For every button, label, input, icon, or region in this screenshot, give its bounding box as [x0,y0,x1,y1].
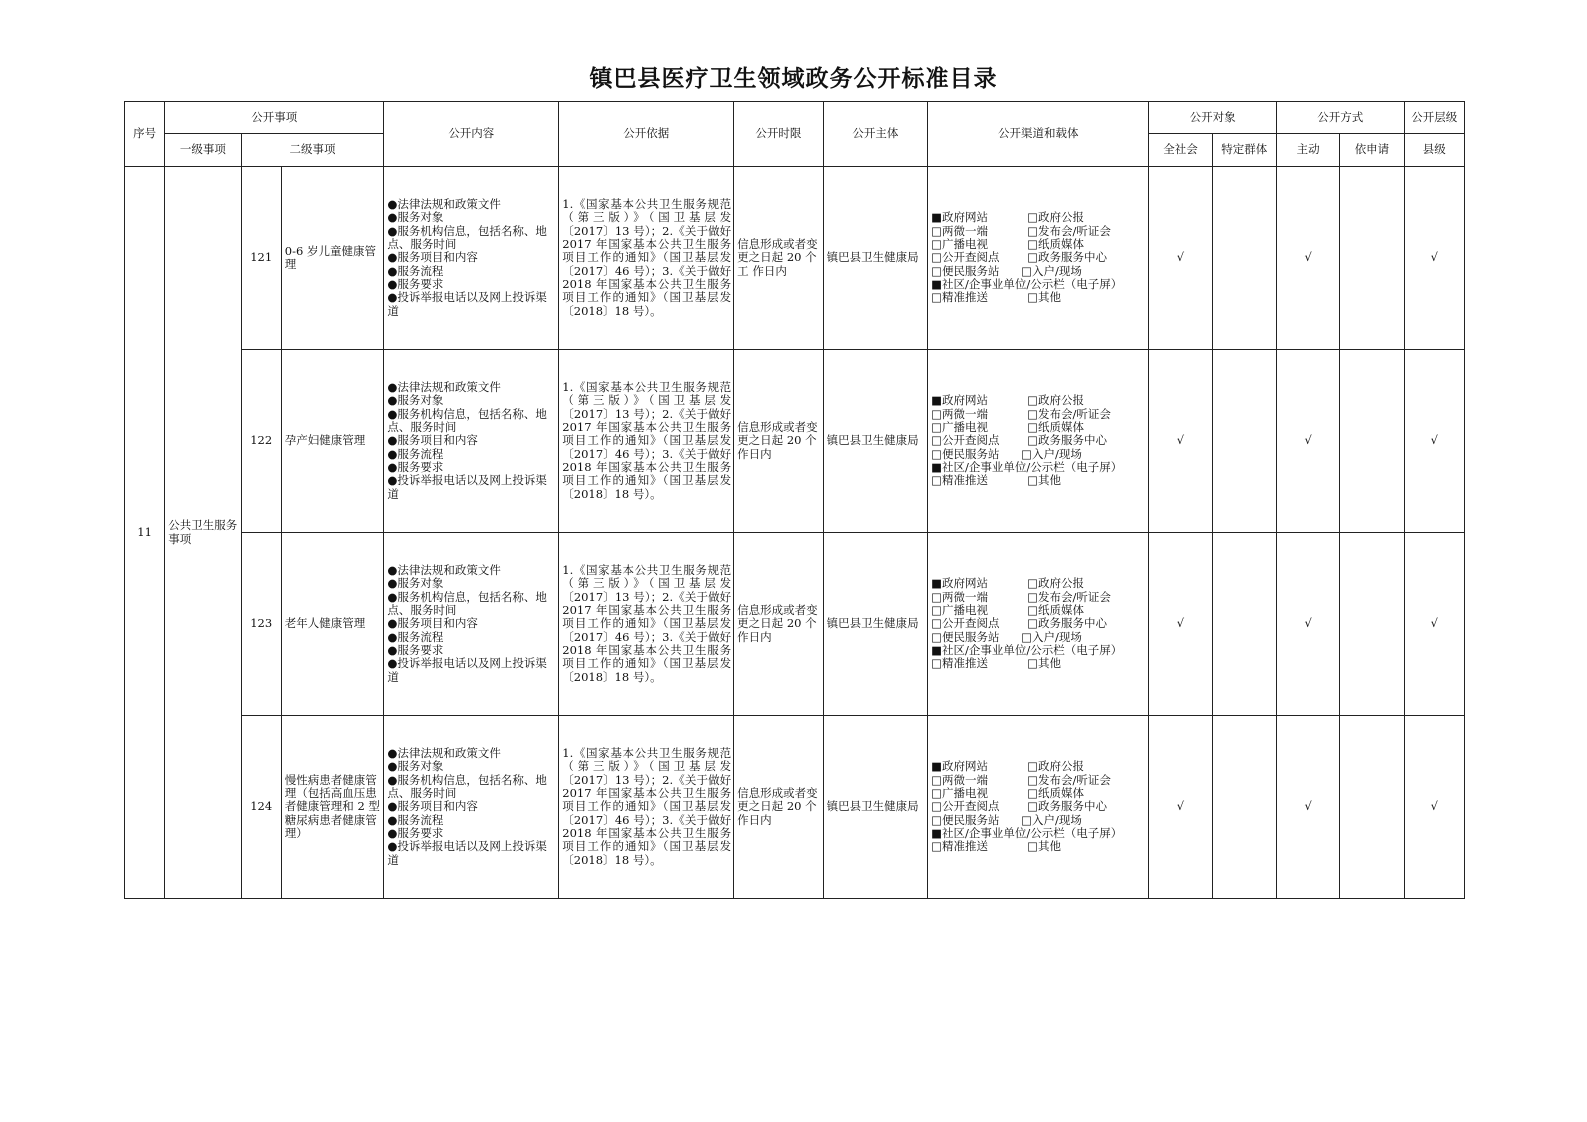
content-item: ●服务项目和内容 [387,616,478,631]
channel-line [931,591,1146,604]
check-on-request [1340,716,1404,899]
channel-option: □政务服务中心 [1027,799,1108,814]
channel-line [931,251,1146,264]
row-subject: 镇巴县卫生健康局 [823,167,928,350]
check-all-society: √ [1149,533,1212,716]
check-all-society: √ [1149,716,1212,899]
channel-option: □其他 [1027,839,1062,854]
check-specific-group [1212,716,1276,899]
channel-line [931,657,1146,670]
channel-option: □广播电视 [931,603,989,618]
content-item: ●服务机构信息，包括名称、地点、服务时间 [387,406,547,435]
row-content [384,533,559,716]
channel-option: □广播电视 [931,420,989,435]
row-number: 123 [241,533,281,716]
header-subject: 公开主体 [823,102,928,167]
row-number: 121 [241,167,281,350]
channel-line [931,577,1146,590]
row-subject: 镇巴县卫生健康局 [823,716,928,899]
channel-line [931,474,1146,487]
channel-option: □两微一端 [931,406,989,421]
channel-option: □政府公报 [1027,393,1085,408]
channel-option: □政务服务中心 [1027,250,1108,265]
channel-option: □广播电视 [931,237,989,252]
check-county: √ [1404,350,1464,533]
channel-option: ■社区/企事业单位/公示栏（电子屏） [931,459,1123,474]
content-item: ●服务要求 [387,642,444,657]
content-item: ●服务要求 [387,825,444,840]
channel-option: ■政府网站 [931,759,989,774]
row-content [384,716,559,899]
row-time-limit: 信息形成或者变更之日起 20 个作日内 [734,533,823,716]
content-item: ●法律法规和政策文件 [387,746,501,761]
channel-option: □精准推送 [931,839,989,854]
header-specific-group: 特定群体 [1212,134,1276,167]
channel-line [931,238,1146,251]
channel-option: □两微一端 [931,772,989,787]
check-active: √ [1276,167,1339,350]
channel-option: □纸质媒体 [1027,603,1085,618]
channel-option: □公开查阅点 [931,250,1000,265]
channel-option: □入户/现场 [1021,812,1082,827]
header-on-request: 依申请 [1340,134,1404,167]
channel-option: □政务服务中心 [1027,433,1108,448]
channel-option: □政府公报 [1027,759,1085,774]
channel-option: □入户/现场 [1021,263,1082,278]
channel-option: ■政府网站 [931,210,989,225]
content-item: ●服务对象 [387,759,444,774]
channel-option: □纸质媒体 [1027,420,1085,435]
row-content [384,167,559,350]
row-time-limit: 信息形成或者变更之日起 20 个作日内 [734,716,823,899]
channel-line [931,448,1146,461]
content-item: ●投诉举报电话以及网上投诉渠道 [387,473,547,501]
channel-line [931,278,1146,291]
channel-option: □纸质媒体 [1027,237,1085,252]
content-item: ●服务对象 [387,576,444,591]
content-item: ●服务项目和内容 [387,799,478,814]
content-item: ●服务机构信息，包括名称、地点、服务时间 [387,223,547,252]
header-county: 县级 [1404,134,1464,167]
channel-option: □广播电视 [931,786,989,801]
channel-line [931,774,1146,787]
row-basis: 1.《国家基本公共卫生服务规范（第三版）》（国卫基层发〔2017〕13 号）；2.《关于做好 2017 年国家基本公共卫生服务项目工作的通知》（国卫基层发〔2017〕46 号）；3.《关于做好 2018 年国家基本公共卫生服务项目工作的通知》（国卫基层发〔2018〕18 号）。 [559,167,734,350]
channel-option: □政府公报 [1027,210,1085,225]
channel-option: ■社区/企事业单位/公示栏（电子屏） [931,642,1123,657]
content-item: ●投诉举报电话以及网上投诉渠道 [387,656,547,684]
header-target: 公开对象 [1149,102,1277,134]
header-level2: 二级事项 [241,134,384,167]
channel-option: □公开查阅点 [931,616,1000,631]
check-on-request [1340,167,1404,350]
channel-option: □发布会/听证会 [1027,589,1111,604]
content-item: ●服务流程 [387,629,444,644]
channel-line [931,394,1146,407]
content-item: ●投诉举报电话以及网上投诉渠道 [387,290,547,318]
content-item: ●服务流程 [387,446,444,461]
channel-option: □公开查阅点 [931,799,1000,814]
content-item: ●投诉举报电话以及网上投诉渠道 [387,839,547,867]
channel-line [931,604,1146,617]
check-specific-group [1212,167,1276,350]
channel-option: □政务服务中心 [1027,616,1108,631]
content-item: ●服务对象 [387,393,444,408]
channel-line [931,408,1146,421]
channel-line [931,617,1146,630]
channel-option: ■政府网站 [931,393,989,408]
channel-line [931,225,1146,238]
table-row [125,716,1465,899]
header-basis: 公开依据 [559,102,734,167]
row-item-name: 老年人健康管理 [281,533,384,716]
channel-option: □公开查阅点 [931,433,1000,448]
channel-line [931,265,1146,278]
channel-line [931,760,1146,773]
header-mode: 公开方式 [1276,102,1404,134]
header-level1: 一级事项 [165,134,241,167]
row-content [384,350,559,533]
header-seq: 序号 [125,102,165,167]
check-active: √ [1276,716,1339,899]
channel-option: □发布会/听证会 [1027,223,1111,238]
channel-option: □发布会/听证会 [1027,406,1111,421]
channel-option: □纸质媒体 [1027,786,1085,801]
row-number: 124 [241,716,281,899]
row-basis: 1.《国家基本公共卫生服务规范（第三版）》（国卫基层发〔2017〕13 号）；2.《关于做好 2017 年国家基本公共卫生服务项目工作的通知》（国卫基层发〔2017〕46 号）；3.《关于做好 2018 年国家基本公共卫生服务项目工作的通知》（国卫基层发〔2018〕18 号）。 [559,350,734,533]
check-on-request [1340,533,1404,716]
channel-option: □精准推送 [931,290,989,305]
channel-option: □精准推送 [931,656,989,671]
channel-option: □便民服务站 [931,812,1000,827]
group-level1: 公共卫生服务事项 [165,167,241,899]
directory-table [124,101,1465,899]
row-channels [928,350,1149,533]
row-item-name: 0-6 岁儿童健康管理 [281,167,384,350]
content-item: ●服务项目和内容 [387,433,478,448]
channel-line [931,434,1146,447]
row-channels [928,167,1149,350]
check-all-society: √ [1149,167,1212,350]
content-item: ●法律法规和政策文件 [387,380,501,395]
row-time-limit: 信息形成或者变更之日起 20 个工 作日内 [734,167,823,350]
channel-option: □便民服务站 [931,629,1000,644]
header-content: 公开内容 [384,102,559,167]
row-item-name: 孕产妇健康管理 [281,350,384,533]
content-item: ●服务对象 [387,210,444,225]
header-tier: 公开层级 [1404,102,1464,134]
content-item: ●法律法规和政策文件 [387,563,501,578]
channel-option: □其他 [1027,473,1062,488]
group-seq: 11 [125,167,165,899]
row-channels [928,716,1149,899]
channel-option: □便民服务站 [931,263,1000,278]
check-all-society: √ [1149,350,1212,533]
channel-line [931,461,1146,474]
channel-line [931,644,1146,657]
channel-option: □精准推送 [931,473,989,488]
header-all-society: 全社会 [1149,134,1212,167]
header-time-limit: 公开时限 [734,102,823,167]
channel-option: □两微一端 [931,223,989,238]
content-item: ●服务要求 [387,459,444,474]
channel-option: ■社区/企事业单位/公示栏（电子屏） [931,276,1123,291]
check-active: √ [1276,533,1339,716]
content-item: ●服务要求 [387,276,444,291]
content-item: ●法律法规和政策文件 [387,197,501,212]
content-item: ●服务项目和内容 [387,250,478,265]
channel-line [931,787,1146,800]
check-active: √ [1276,350,1339,533]
channel-line [931,631,1146,644]
table-row [125,167,1465,350]
row-basis: 1.《国家基本公共卫生服务规范（第三版）》（国卫基层发〔2017〕13 号）；2.《关于做好 2017 年国家基本公共卫生服务项目工作的通知》（国卫基层发〔2017〕46 号）；3.《关于做好 2018 年国家基本公共卫生服务项目工作的通知》（国卫基层发〔2018〕18 号）。 [559,716,734,899]
row-basis: 1.《国家基本公共卫生服务规范（第三版）》（国卫基层发〔2017〕13 号）；2.《关于做好 2017 年国家基本公共卫生服务项目工作的通知》（国卫基层发〔2017〕46 号）；3.《关于做好 2018 年国家基本公共卫生服务项目工作的通知》（国卫基层发〔2018〕18 号）。 [559,533,734,716]
content-item: ●服务机构信息，包括名称、地点、服务时间 [387,589,547,618]
header-active: 主动 [1276,134,1339,167]
row-number: 122 [241,350,281,533]
check-specific-group [1212,350,1276,533]
row-time-limit: 信息形成或者变更之日起 20 个作日内 [734,350,823,533]
channel-option: □便民服务站 [931,446,1000,461]
page-title: 镇巴县医疗卫生领域政务公开标准目录 [589,65,998,92]
row-subject: 镇巴县卫生健康局 [823,533,928,716]
channel-line [931,840,1146,853]
channel-option: □发布会/听证会 [1027,772,1111,787]
channel-line [931,814,1146,827]
channel-option: □政府公报 [1027,576,1085,591]
check-county: √ [1404,533,1464,716]
table-row [125,533,1465,716]
check-county: √ [1404,167,1464,350]
row-channels [928,533,1149,716]
header-matters: 公开事项 [165,102,384,134]
check-specific-group [1212,533,1276,716]
channel-option: □其他 [1027,290,1062,305]
channel-option: □其他 [1027,656,1062,671]
check-on-request [1340,350,1404,533]
row-item-name: 慢性病患者健康管理（包括高血压患者健康管理和 2 型糖尿病患者健康管理） [281,716,384,899]
channel-line [931,421,1146,434]
content-item: ●服务流程 [387,812,444,827]
channel-option: ■社区/企事业单位/公示栏（电子屏） [931,825,1123,840]
channel-option: □入户/现场 [1021,629,1082,644]
row-subject: 镇巴县卫生健康局 [823,350,928,533]
channel-option: □入户/现场 [1021,446,1082,461]
channel-option: □两微一端 [931,589,989,604]
channel-option: ■政府网站 [931,576,989,591]
channel-line [931,211,1146,224]
channel-line [931,291,1146,304]
table-row [125,350,1465,533]
channel-line [931,800,1146,813]
channel-line [931,827,1146,840]
check-county: √ [1404,716,1464,899]
content-item: ●服务机构信息，包括名称、地点、服务时间 [387,772,547,801]
content-item: ●服务流程 [387,263,444,278]
header-channel: 公开渠道和载体 [928,102,1149,167]
